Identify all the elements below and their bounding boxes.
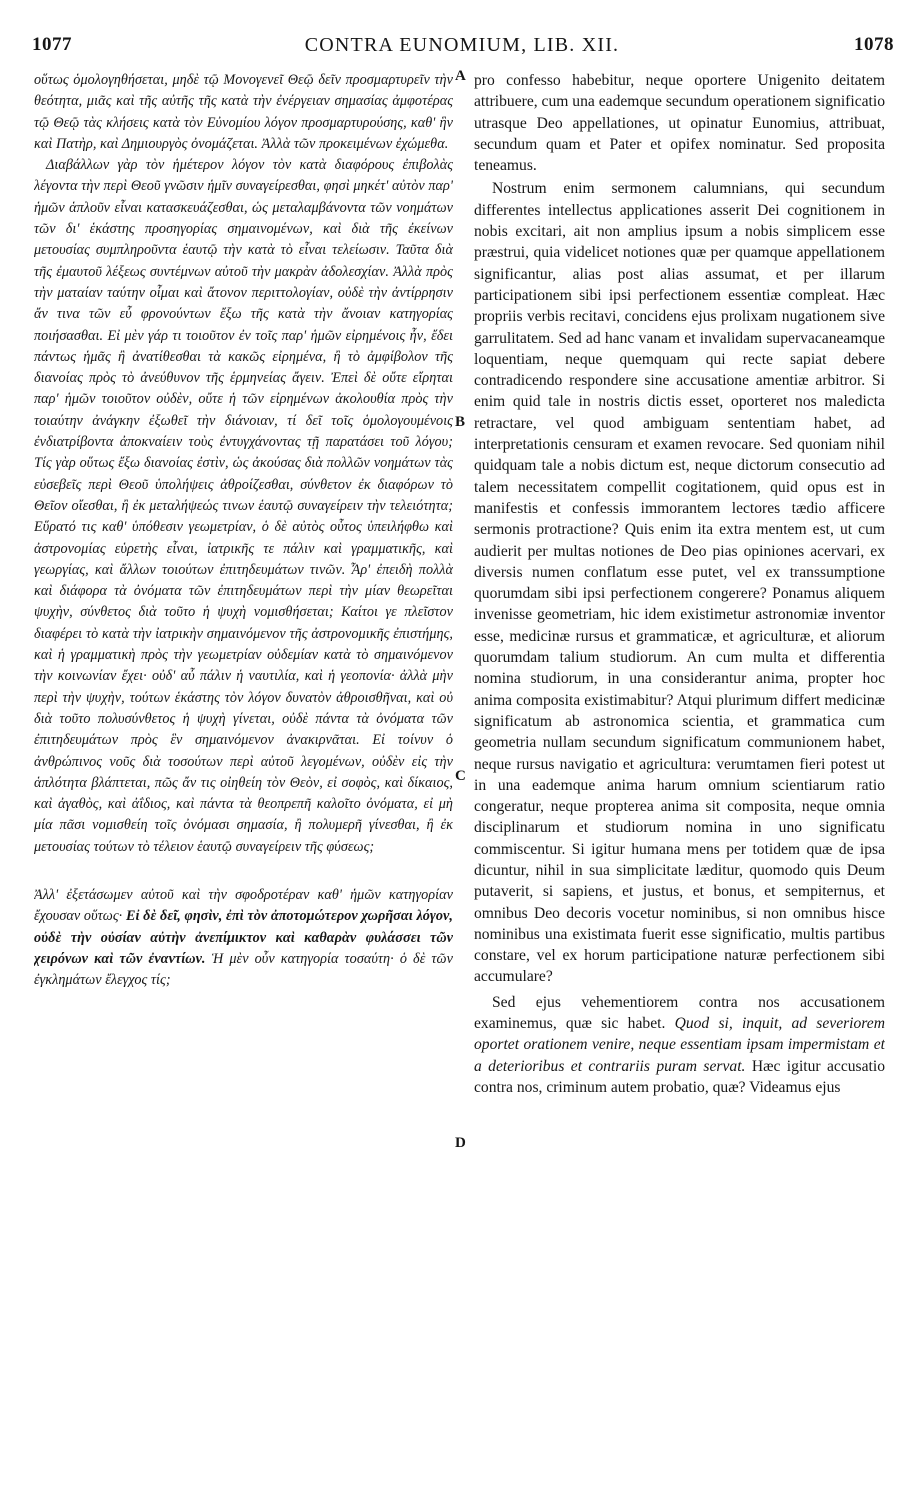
latin-column: [474, 70, 885, 1490]
greek-paragraph-tail: Ἡ μὲν οὖν κατηγορία τοσαύτη· ὁ δὲ τῶν ἐγκλημάτων ἔλεγχος τίς;: [34, 950, 453, 989]
page-header: [0, 0, 924, 72]
page-number-left: 1077: [32, 34, 72, 55]
greek-paragraph: [34, 885, 453, 991]
margin-marker-d: D: [455, 1135, 466, 1151]
latin-paragraph-lead: Sed ejus vehementiorem contra nos accusationem examinemus, quæ sic habet.: [474, 993, 885, 1033]
latin-paragraph: Nostrum enim sermonem calumnians, qui secundum differentes intellectus applicationes asserit Dei cognitionem in nobis excitari, ait non amplius ipsum a nobis simplicem esse præstrui, quia videlicet notiones quæ per quamque appellationem significantur, alias post alias assumat, et per illarum participationem sibi ipsi perfectionem essentiæ compleat. Hæc propriis verbis recitavi, concidens ejus prolixam nugationem sive garrulitatem. Sed ad hanc vanam et invalidam supervacaneamque loquentiam, neque quemquam qui recte sapiat debere contradicendo respondere sine accusatione amentiæ arbitror. Si enim quid tale in nostris dictis esset, oporteret nos maledicta retractare, vel quod ambiguam sententiam habet, ad interpretationis censuram et examen revocare. Sed quoniam nihil quidquam tale a nobis dictum est, neque dictorum consecutio ad talem necessitatem compellit cogitationem, quid opus est in manifestis et confessis immorantem lectores tædio afficere sermonis protractione? Quis enim ita extra mentem est, ut cum audierit per multas notiones de Deo pias opiniones acervari, ex diversis numen conflatum esse putet, vel ex transsumptione quorumdam sibi ipsi perfectionem congerere? Ponamus aliquem invenisse geometriam, hic idem existimetur astronomiæ inventor esse, medicinæ rursus et grammaticæ, et agriculturæ, et aliorum quorumdam talium studiorum. An cum multa et differentia nomina studiorum, in una considerantur anima, propter hoc anima composita existimabitur? Atqui plurimum differt medicinæ significatum ab astronomica scientia, et grammatica cum geometria nullam secundum significatum communionem habet, neque rursus navigatio et agricultura: verumtamen fieri potest ut in una eademque anima harum omnium scientiarum ratio congeratur, neque propterea anima sit composita, neque omnia disciplinarum et studiorum nomina in uno significatu commiscentur. Si igitur humana mens per totidem quæ de ipsa dicuntur, nihil in sua simplicitate læditur, quomodo quis Deum putaverit, si sapiens, et justus, et bonus, et sempiternus, et omnibus Deo decoris vocetur nominibus, si non omnibus hisce nominibus una existimata fuerit esse significatio, multis partibus constare, vel ex horum participatione naturæ perfectionem sibi accumulare?: [474, 180, 885, 986]
greek-paragraph: οὕτως ὁμολογηθήσεται, μηδὲ τῷ Μονογενεῖ Θεῷ δεῖν προσμαρτυρεῖν τὴν θεότητα, μιᾶς καὶ τῆς αὐτῆς τῆς κατὰ τὴν ἐνέργειαν σημασίας ἀμφοτέρας τῷ Θεῷ τὰς κλήσεις κατὰ τὸν Εὐνομίου λόγον προσμαρτυρούσης, καθ' ἣν καὶ Πατὴρ, καὶ Δημιουργὸς ὀνομάζεται. Ἀλλὰ τῶν προκειμένων ἐχώμεθα.: [34, 72, 453, 152]
latin-paragraph: pro confesso habebitur, neque oportere Unigenito deitatem attribuere, cum una eademque secundum operationem significatio utrasque Deo appellationes, ut opinatur Eunomius, attribuat, secundum quam et Pater et opifex nominatur. Sed proposita teneamus.: [474, 72, 885, 175]
greek-quotation: Εἰ δὲ δεῖ, φησὶν, ἐπὶ τὸν ἀποτομώτερον χωρῆσαι λόγον, οὐδὲ τὴν οὐσίαν αὐτὴν ἀνεπίμικτον καὶ καθαρὰν φυλάσσει τῶν χειρόνων καὶ τῶν ἐναντίων.: [34, 908, 453, 967]
margin-marker-b: B: [455, 414, 466, 430]
page-number-right: 1078: [854, 34, 894, 55]
margin-marker-a: A: [455, 68, 466, 84]
running-title: CONTRA EUNOMIUM, LIB. XII.: [304, 34, 620, 56]
greek-paragraph: Διαβάλλων γὰρ τὸν ἡμέτερον λόγον τὸν κατὰ διαφόρους ἐπιβολὰς λέγοντα τὴν περὶ Θεοῦ γνῶσιν ἡμῖν συναγείρεσθαι, φησὶ μηκέτ' αὐτὸν παρ' ἡμῶν ἁπλοῦν εἶναι κατασκευάζεσθαι, ὡς μεταλαμβάνοντα τῶν νοημάτων τῶν δι' ἑκάστης προσηγορίας σημαινομένων, καὶ διὰ τῆς ἐκείνων μετουσίας συμπληροῦντα ἑαυτῷ τὴν κατὰ τὸ εἶναι τελείωσιν. Ταῦτα διὰ τῆς ἐμαυτοῦ λέξεως συντέμνων αὐτοῦ τὴν μακρὰν ἀδολεσχίαν. Ἀλλὰ πρὸς τὴν ματαίαν ταύτην οἶμαι καὶ ἄτονον περιττολογίαν, οὐδὲ τὴν ἀντίρρησιν ἄν τινα τῶν εὖ φρονούντων ἔξω τῆς κατὰ τὴν ἄνοιαν κατηγορίας ποιήσασθαι. Εἰ μὲν γάρ τι τοιοῦτον ἐν τοῖς παρ' ἡμῶν εἰρημένοις ἦν, ἔδει πάντως ἡμᾶς ἢ ἀνατίθεσθαι τὰ κακῶς εἰρημένα, ἢ τὸ ἀμφίβολον τῆς διανοίας πρὸς τὸ ἀνεύθυνον τῆς ἑρμηνείας ἄγειν. Ἐπεὶ δὲ οὔτε εἴρηται παρ' ἡμῶν τοιοῦτον οὐδὲν, οὔτε ἡ τῶν εἰρημένων ἀκολουθία πρὸς τὴν τοιαύτην ἀνάγκην ἐξωθεῖ τὴν διάνοιαν, τί δεῖ τοῖς ὁμολογουμένοις ἐνδιατρίβοντα ἀποκναίειν τοὺς ἐντυγχάνοντας τῇ παρατάσει τοῦ λόγου; Τίς γὰρ οὕτως ἔξω διανοίας ἐστὶν, ὡς ἀκούσας διὰ πολλῶν νοημάτων τὰς εὐσεβεῖς περὶ Θεοῦ ὑπολήψεις ἀθροίζεσθαι, σύνθετον ἐκ διαφόρων τὸ Θεῖον οἴεσθαι, ἢ ἐκ μεταλήψεώς τινων ἑαυτῷ συναγείρειν τὴν τελειότητα; Εὕρατό τις καθ' ὑπόθεσιν γεωμετρίαν, ὁ δὲ αὐτὸς οὗτος ὑπειλήφθω καὶ ἀστρονομίας εὑρετὴς εἶναι, ἰατρικῆς τε πάλιν καὶ γραμματικῆς, καὶ γεωργίας, καὶ ἄλλων τοιούτων ἐπιτηδευμάτων τινῶν. Ἆρ' ἐπειδὴ πολλὰ καὶ διάφορα τὰ ὀνόματα τῶν ἐπιτηδευμάτων περὶ τὴν μίαν θεωρεῖται ψυχὴν, σύνθετος διὰ τοῦτο ἡ ψυχὴ νομισθήσεται; Καίτοι γε πλεῖστον διαφέρει τὸ κατὰ τὴν ἰατρικὴν σημαινόμενον τῆς ἀστρονομικῆς ἐπιστήμης, καὶ ἡ γραμματικὴ πρὸς τὴν γεωμετρίαν οὐδεμίαν κατὰ τὸ σημαινόμενον τὴν κοινωνίαν ἔχει· οὐδ' αὖ πάλιν ἡ ναυτιλία, καὶ ἡ γεοπονία· ἀλλὰ μὴν περὶ τὴν ψυχὴν, τούτων ἑκάστης τὸν λόγον δυνατὸν ἀθροισθῆναι, καὶ οὐ διὰ τοῦτο πολυσύνθετος ἡ ψυχὴ γίνεται, οὐδὲ πάντα τὰ ὀνόματα τῶν ἐπιτηδευμάτων πρὸς ἓν σημαινόμενον ἀνακιρνᾶται. Εἰ τοίνυν ὁ ἀνθρώπινος νοῦς διὰ τοσούτων περὶ αὐτοῦ λεγομένων, οὐδὲν εἰς τὴν ἁπλότητα βλάπτεται, πῶς ἄν τις οἰηθείη τὸν Θεὸν, εἰ σοφὸς, καὶ δίκαιος, καὶ ἀγαθὸς, καὶ ἀΐδιος, καὶ πάντα τὰ θεοπρεπῆ καλοῖτο ὀνόματα, εἰ μὴ μία πᾶσι νομισθείη τοῖς ὀνόμασι σημασία, ἢ πολυμερῆ γίνεσθαι, ἢ ἐκ μετουσίας τούτων τὸ τέλειον ἑαυτῷ συναγείρειν τῆς φύσεως;: [34, 157, 453, 855]
greek-column: [34, 70, 453, 1490]
latin-quotation: Quod si, inquit, ad severiorem oportet orationem venire, neque essentiam ipsam impermistam et a deterioribus et contrariis puram servat.: [474, 1015, 885, 1075]
greek-paragraph-lead: Ἀλλ' ἐξετάσωμεν αὐτοῦ καὶ τὴν σφοδροτέραν καθ' ἡμῶν κατηγορίαν ἔχουσαν οὕτως·: [34, 886, 453, 925]
latin-paragraph-tail: Hæc igitur accusatio contra nos, criminum autem probatio, quæ? Videamus ejus: [474, 1057, 885, 1096]
latin-paragraph: [474, 992, 885, 1098]
margin-marker-c: C: [455, 768, 466, 784]
